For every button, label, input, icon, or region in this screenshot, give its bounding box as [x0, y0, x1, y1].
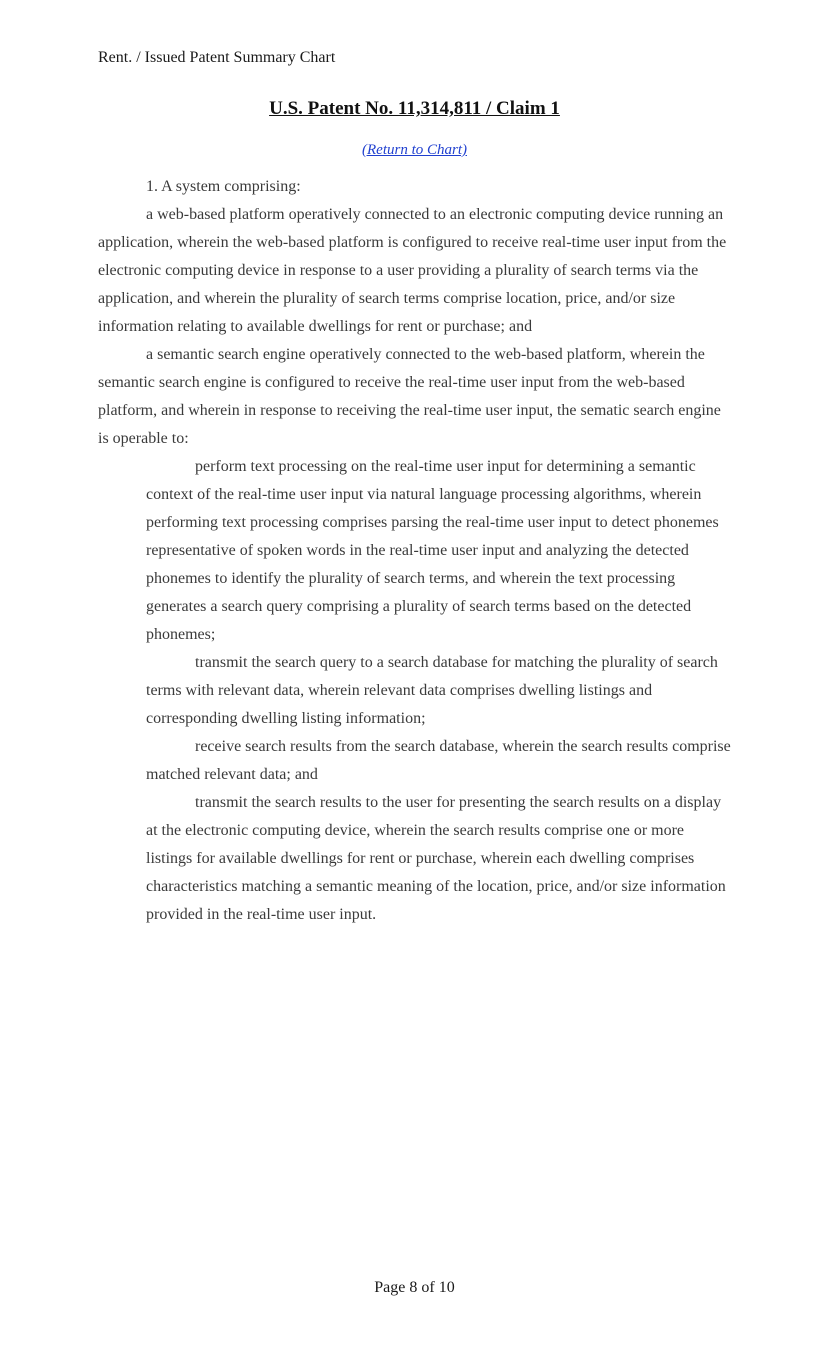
claim-preamble: 1. A system comprising: [146, 178, 301, 195]
claim-subelement-text-processing: perform text processing on the real-time user input for determining a semantic context of the real-time user input via natural language processing algorithms, wherein performing text processing comprises parsing the real-time user input to detect phonemes representative of spoken words in the real-time user input and analyzing the detected phonemes to identify the plurality of search terms, and wherein the text processing generates a search query comprising a plurality of search terms based on the detected phonemes; [146, 458, 719, 643]
return-link-container [0, 142, 829, 159]
running-header: Rent. / Issued Patent Summary Chart [98, 49, 336, 66]
return-to-chart-link[interactable]: (Return to Chart) [362, 142, 467, 158]
claim-body [98, 173, 734, 929]
claim-subelement-transmit-results: transmit the search results to the user for presenting the search results on a display at the electronic computing device, wherein the search results comprise one or more listings for available dwellings for rent or purchase, wherein each dwelling comprises characteristics matching a semantic meaning of the location, price, and/or size information provided in the real-time user input. [146, 794, 726, 923]
claim-subelement-receive-results: receive search results from the search database, wherein the search results comprise matched relevant data; and [146, 738, 731, 783]
claim-element-search-engine: a semantic search engine operatively connected to the web-based platform, wherein the semantic search engine is configured to receive the real-time user input from the web-based platform, and wherein in response to receiving the real-time user input, the sematic search engine is operable to: [98, 346, 721, 447]
page-title: U.S. Patent No. 11,314,811 / Claim 1 [269, 98, 560, 119]
claim-subelement-transmit-query: transmit the search query to a search database for matching the plurality of search terms with relevant data, wherein relevant data comprises dwelling listings and corresponding dwelling listing information; [146, 654, 718, 727]
claim-element-platform: a web-based platform operatively connected to an electronic computing device running an application, wherein the web-based platform is configured to receive real-time user input from the electronic computing device in response to a user providing a plurality of search terms via the application, and wherein the plurality of search terms comprise location, price, and/or size information relating to available dwellings for rent or purchase; and [98, 206, 727, 335]
page-number: Page 8 of 10 [374, 1279, 455, 1296]
